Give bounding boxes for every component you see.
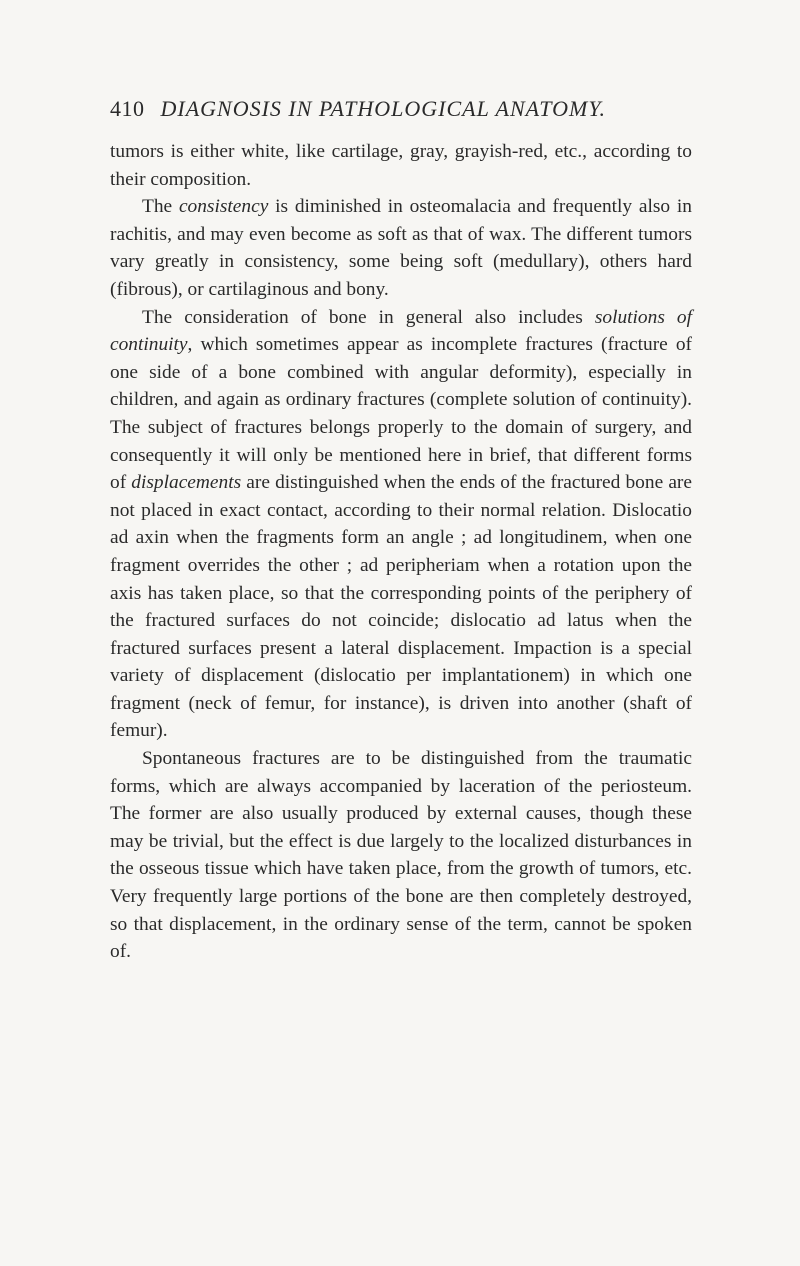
paragraph-text: is diminished in osteomalacia and frequently also in rachitis, and may even become as soft as that of wax. The different tumors vary greatly in consistency, some being soft (medullary), others hard (fibrous), or cartilaginous and bony. bbox=[110, 196, 692, 300]
paragraph-text: tumors is either white, like cartilage, gray, grayish-red, etc., according to their composition. bbox=[110, 141, 692, 190]
paragraph-text: Spontaneous fractures are to be distinguished from the traumatic forms, which are always accompanied by laceration of the periosteum. The former are also usually produced by external causes, though these may be trivial, but the effect is due largely to the localized disturbances in the osseous tissue which have taken place, from the growth of tumors, etc. Very frequently large portions of the bone are then completely destroyed, so that displacement, in the ordinary sense of the term, cannot be spoken of. bbox=[110, 748, 692, 963]
paragraph-tumor-color bbox=[110, 138, 692, 193]
page-number: 410 bbox=[110, 96, 145, 121]
paragraph-consistency bbox=[110, 193, 692, 303]
paragraph-text: The bbox=[142, 196, 179, 218]
emphasis-solutions-of-continuity: solutions of continuity bbox=[110, 306, 692, 356]
paragraph-text: are distinguished when the ends of the fractured bone are not placed in exact contact, according to their normal relation. Dislocatio ad axin when the fragments form an angle ; ad longitudinem, when one fragment overrides the other ; ad peripheriam when a rotation upon the axis has taken place, so that the corresponding points of the periphery of the fractured surfaces do not coincide; dislocatio ad latus when the fractured surfaces present a lateral displacement. Impaction is a special variety of displacement (dislocatio per implantationem) in which one fragment (neck of femur, for instance), is driven into another (shaft of femur). bbox=[110, 472, 692, 742]
paragraph-solutions-of-continuity bbox=[110, 304, 692, 746]
running-title: DIAGNOSIS IN PATHOLOGICAL ANATOMY. bbox=[160, 96, 607, 121]
paragraph-spontaneous-fractures bbox=[110, 745, 692, 966]
paragraph-text: , which sometimes appear as incomplete fractures (fracture of one side of a bone combined with angular deformity), especially in children, and again as ordinary fractures (complete solution of continuity). The subject of fractures belongs properly to the domain of surgery, and consequently it will only be mentioned here in brief, that different forms of bbox=[110, 334, 692, 494]
running-head bbox=[110, 96, 690, 122]
emphasis-displacements: displacements bbox=[131, 472, 242, 494]
paragraph-text: The consideration of bone in general also includes bbox=[142, 306, 595, 328]
body-text bbox=[110, 138, 692, 966]
emphasis-consistency: consistency bbox=[178, 196, 269, 218]
